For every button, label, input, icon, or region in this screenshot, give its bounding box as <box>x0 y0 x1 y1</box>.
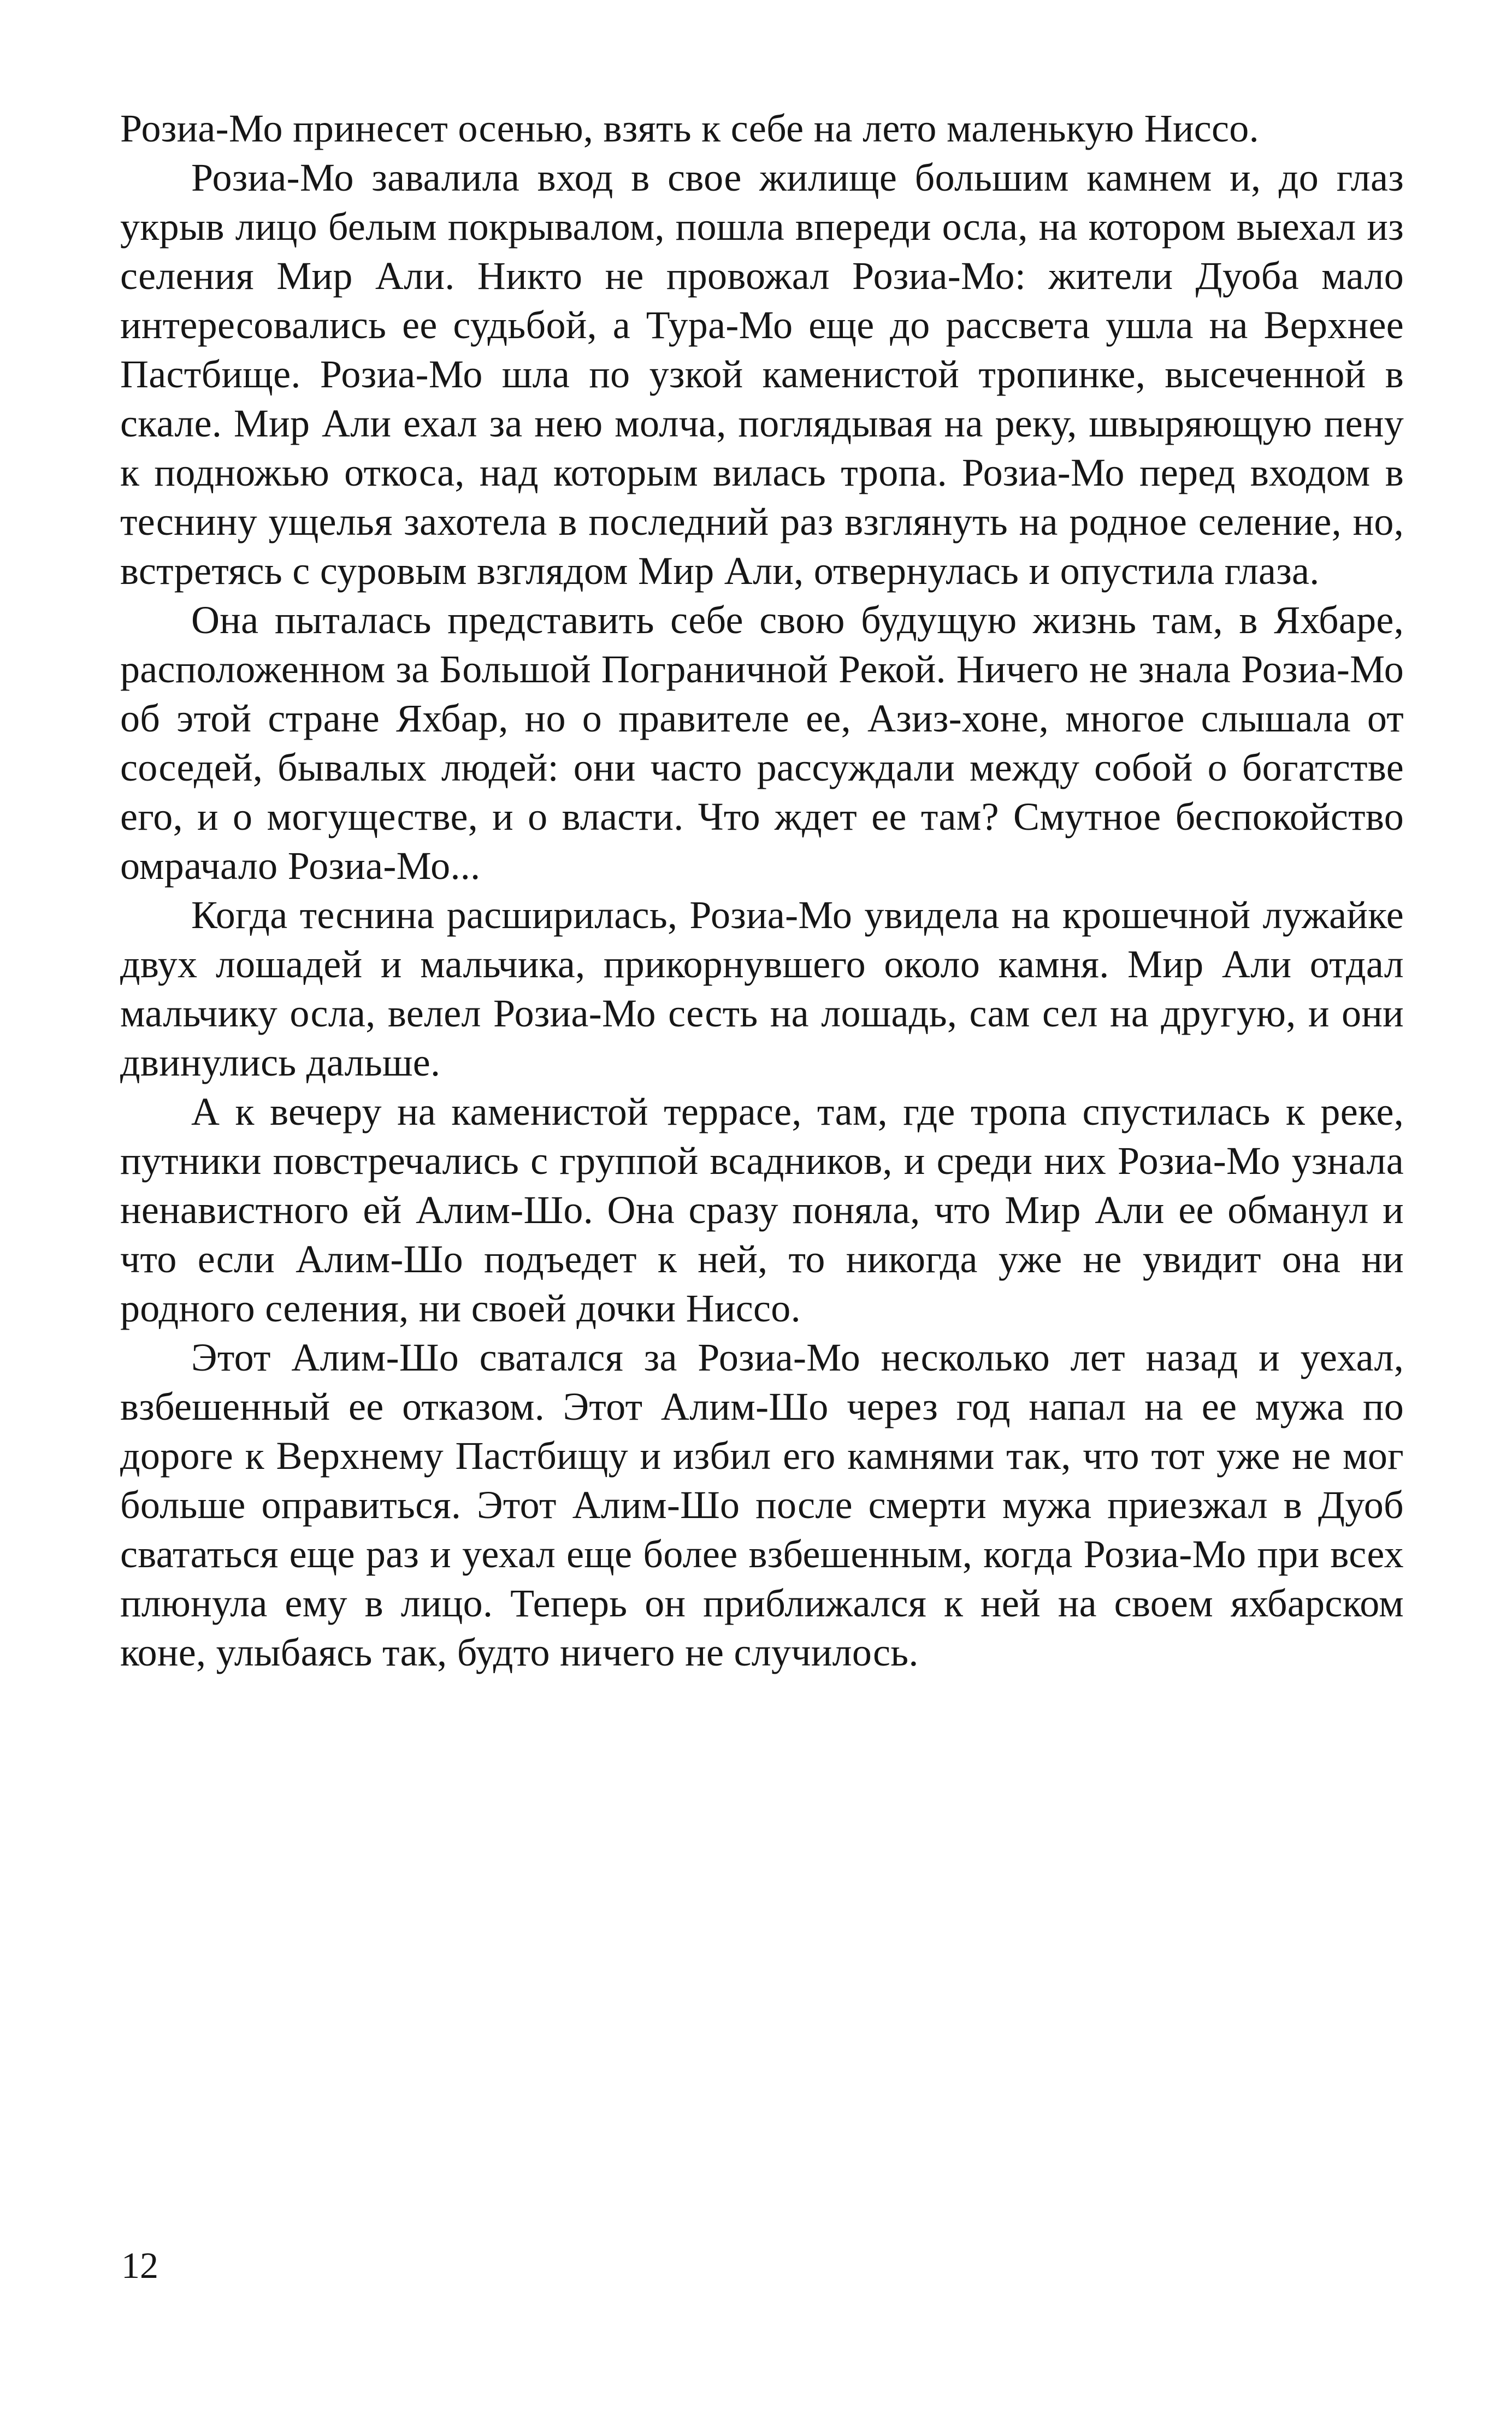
paragraph: Когда теснина расширилась, Розиа-Мо увидела на крошечной лужайке двух лошадей и мальчика, прикорнувшего около камня. Мир Али отдал мальчику осла, велел Розиа-Мо сесть на лошадь, сам сел на другую, и они двинулись дальше. <box>120 893 1404 1084</box>
paragraph: А к вечеру на каменистой террасе, там, где тропа спустилась к реке, путники повстречались с группой всадников, и среди них Розиа-Мо узнала ненавистного ей Алим-Шо. Она сразу поняла, что Мир Али ее обманул и что если Алим-Шо подъедет к ней, то никогда уже не увидит она ни родного селения, ни своей дочки Ниссо. <box>120 1090 1404 1330</box>
paragraph: Розиа-Мо завалила вход в свое жилище большим камнем и, до глаз укрыв лицо белым покрывалом, пошла впереди осла, на котором выехал из селения Мир Али. Никто не провожал Розиа-Мо: жители Дуоба мало интересовались ее судьбой, а Тура-Мо еще до рассвета ушла на Верхнее Пастбище. Розиа-Мо шла по узкой каменистой тропинке, высеченной в скале. Мир Али ехал за нею молча, поглядывая на реку, швыряющую пену к подножью откоса, над которым вилась тропа. Розиа-Мо перед входом в теснину ущелья захотела в последний раз взглянуть на родное селение, но, встретясь с суровым взглядом Мир Али, отвернулась и опустила глаза. <box>120 156 1404 593</box>
paragraph: Этот Алим-Шо сватался за Розиа-Мо несколько лет назад и уехал, взбешенный ее отказом. Этот Алим-Шо через год напал на ее мужа по дороге к Верхнему Пастбищу и избил его камнями так, что тот уже не мог больше оправиться. Этот Алим-Шо после смерти мужа приезжал в Дуоб свататься еще раз и уехал еще более взбешенным, когда Розиа-Мо при всех плюнула ему в лицо. Теперь он приближался к ней на своем яхбарском коне, улыбаясь так, будто ничего не случилось. <box>120 1336 1404 1674</box>
page-body <box>120 104 1404 1677</box>
paragraph: Она пыталась представить себе свою будущую жизнь там, в Яхбаре, расположенном за Большой Пограничной Рекой. Ничего не знала Розиа-Мо об этой стране Яхбар, но о правителе ее, Азиз-хоне, многое слышала от соседей, бывалых людей: они часто рассуждали между собой о богатстве его, и о могуществе, и о власти. Что ждет ее там? Смутное беспокойство омрачало Розиа-Мо... <box>120 598 1404 888</box>
paragraph-continuation: Розиа-Мо принесет осенью, взять к себе на лето маленькую Ниссо. <box>120 107 1259 150</box>
page-number: 12 <box>121 2245 158 2286</box>
